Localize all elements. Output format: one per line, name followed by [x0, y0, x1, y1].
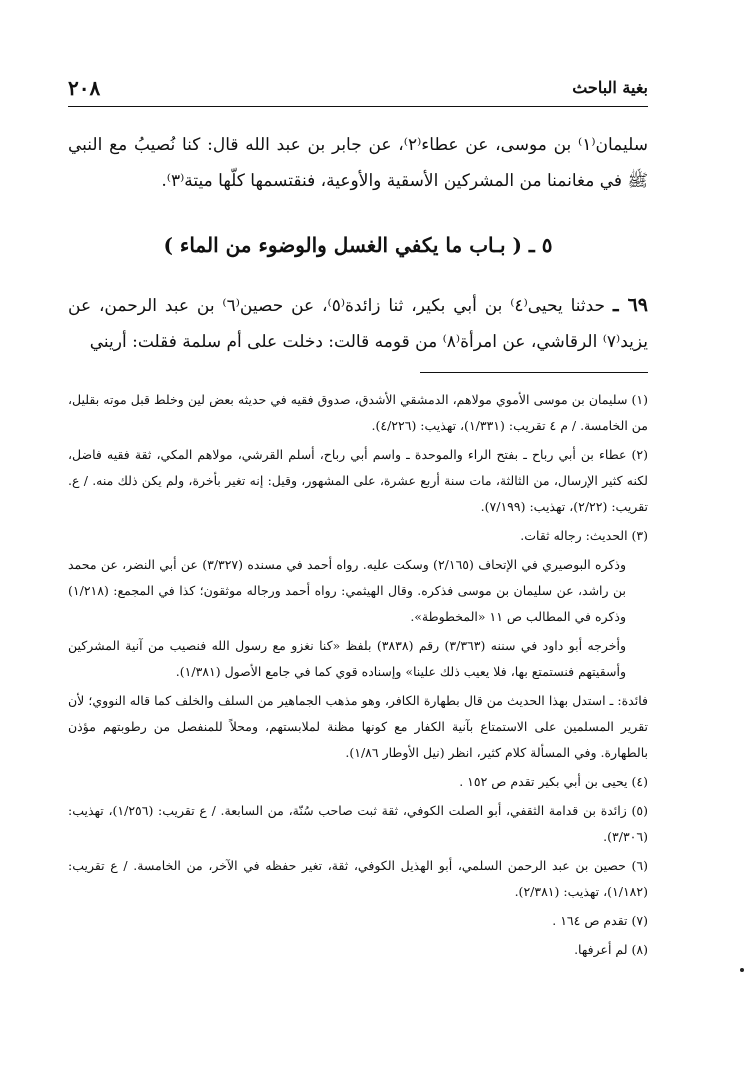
main-text [68, 127, 648, 199]
page-number: ٢٠٨ [68, 76, 101, 100]
footnote-8: (٨) لم أعرفها. [574, 942, 648, 957]
footnote-6: (٦) حصين بن عبد الرحمن السلمي، أبو الهذيل الكوفي، ثقة، تغير حفظه في الآخر، من الخامسة. / ع تقريب: (١/١٨٢)، تهذيب: (٢/٣٨١). [68, 858, 648, 899]
chapter-title: ٥ ـ ( بـاب ما يكفي الغسل والوضوء من الماء ) [163, 233, 553, 257]
footnote-5: (٥) زائدة بن قدامة الثقفي، أبو الصلت الكوفي، ثقة ثبت صاحب سُنّة، من السابعة. / ع تقريب: (١/٢٥٦)، تهذيب: (٣/٣٠٦). [68, 803, 648, 844]
footnote-7: (٧) تقدم ص ١٦٤ . [552, 913, 648, 928]
footnote-3: (٣) الحديث: رجاله ثقات. [520, 528, 648, 543]
hadith-paragraph [68, 287, 648, 360]
footnote-3-continuation-b: وأخرجه أبو داود في سننه (٣/٣٦٣) رقم (٣٨٣٨) بلفظ «كنا نغزو مع رسول الله فنصيب من آنية المشركين وأسقيتهم فنستمتع بها، فلا يعيب ذلك علينا» وإسناده قوي كما في جامع الأصول (١/٣٨١). [68, 638, 627, 679]
footnote-4: (٤) يحيى بن أبي بكير تقدم ص ١٥٢ . [459, 774, 648, 789]
footnote-2: (٢) عطاء بن أبي رباح ـ بفتح الراء والموحدة ـ واسم أبي رباح، أسلم القرشي، مولاهم المكي، ثقة فقيه فاضل، لكنه كثير الإرسال، من الثالثة، مات سنة أربع عشرة، على المشهور، وقيل: إنه تغير بأخرة، ولم يكن ذلك منه. / ع. تقريب: (٢/٢٢)، تهذيب: (٧/١٩٩). [68, 447, 648, 514]
book-title: بغية الباحث [572, 78, 648, 97]
continuation-paragraph: سليمان⁽١⁾ بن موسى، عن عطاء⁽٢⁾، عن جابر بن عبد الله قال: كنا نُصيبُ مع النبي ﷺ في مغانمنا من المشركين الأسقية والأوعية، فنقتسمها كلّها ميتة⁽٣⁾. [68, 135, 648, 191]
hadith-text: حدثنا يحيى⁽٤⁾ بن أبي بكير، ثنا زائدة⁽٥⁾، عن حصين⁽٦⁾ بن عبد الرحمن، عن يزيد⁽٧⁾ الرقاشي، عن امرأة⁽٨⁾ من قومه قالت: دخلت على أم سلمة فقلت: أريني [68, 296, 648, 352]
page-header [68, 70, 648, 107]
footnote-1: (١) سليمان بن موسى الأموي مولاهم، الدمشقي الأشدق، صدوق فقيه في حديثه بعض لين وخلط قبل موته بقليل، من الخامسة. / م ٤ تقريب: (١/٣٣١)، تهذيب: (٤/٢٢٦). [68, 392, 648, 433]
stray-dot [740, 968, 744, 972]
footnote-3-benefit: فائدة: ـ استدل بهذا الحديث من قال بطهارة الكافر، وهو مذهب الجماهير من السلف والخلف كما قاله النووي؛ لأن تقرير المسلمين على الاستمتاع بآنية الكفار مع كونها مظنة لملابستهم، ومحلاً للمنفصل من رطوبتهم مؤذن بالطهارة. وفي المسألة كلام كثير، انظر (نيل الأوطار ١/٨٦). [68, 693, 648, 760]
hadith-number: ٦٩ ـ [612, 294, 648, 316]
footnotes [68, 387, 648, 963]
footnote-3-continuation-a: وذكره البوصيري في الإتحاف (٢/١٦٥) وسكت عليه. رواه أحمد في مسنده (٣/٣٢٧) عن أبي النضر، عن محمد بن راشد، عن سليمان بن موسى فذكره. وقال الهيثمي: رواه أحمد ورجاله موثقون؛ كذا في المجمع: (١/٢١٨) وذكره في المطالب ص ١١ «المخطوطة». [68, 557, 626, 624]
book-page [68, 70, 648, 1020]
footnote-separator [420, 372, 648, 373]
